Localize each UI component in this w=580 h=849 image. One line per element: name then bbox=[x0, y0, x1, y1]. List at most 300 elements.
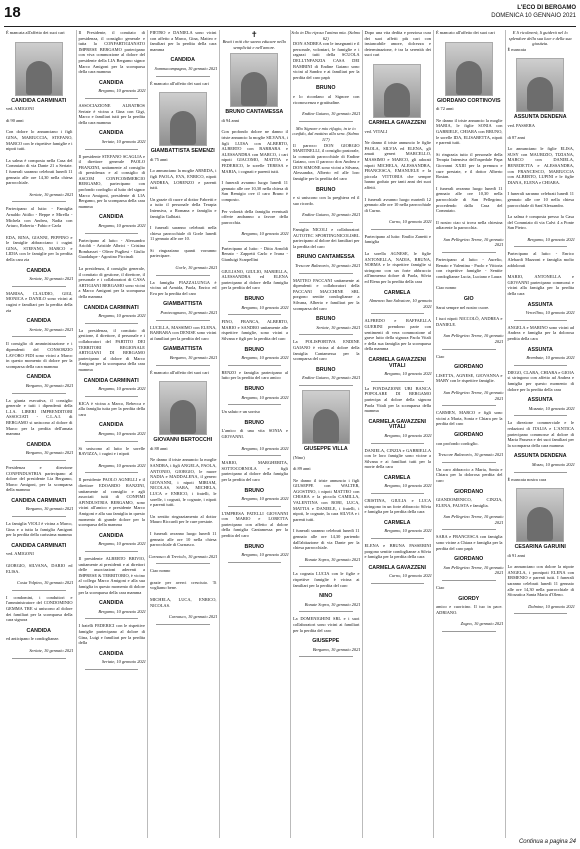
notice-divider bbox=[156, 624, 210, 625]
notice-divider bbox=[228, 506, 282, 507]
deceased-name: GIAMBATTISTA SEMENZI bbox=[150, 148, 215, 155]
notice-divider bbox=[85, 472, 139, 473]
notice-text: PIETRO e DANIELA sono vicini con affetto a Marco, Gina, Matteo e familiari per la perdita della cara mamma bbox=[150, 30, 217, 52]
notice-text: amico e cuoricino. Il tuo in pace. ADRIANO. bbox=[436, 604, 503, 615]
deceased-name: CARMELA GAVAZZENI bbox=[368, 119, 427, 126]
notice-text: La DOMENIGHINI SRL e i suoi collaboratori sono vicini ai familiari per la perdita del caro bbox=[293, 616, 360, 633]
place-date: Brembate, 10 gennaio 2021 bbox=[526, 355, 575, 361]
notice-text: Il presidente STEFANO SCAGLIA e il direttore generale PAOLO FRANZINI, unitamente al consiglio di presidenza e al consiglio di ASCOM CONFCOMMERCIO BERGAMO, partecipano con profondo cordoglio al lutto del signor Marco Amigoni, presidente di LIA Bergamo, per la scomparsa della cara mamma bbox=[78, 153, 145, 209]
place-date: Bergamo, 10 gennaio 2021 bbox=[384, 371, 432, 377]
continued-note: Continua a pagina 24 bbox=[518, 839, 576, 845]
place-date: Curnasco di Treviolo, 10 gennaio 2021 bbox=[148, 553, 218, 559]
place-date: Bergamo, 10 gennaio 2021 bbox=[312, 646, 361, 652]
notice-divider bbox=[514, 472, 568, 473]
deceased-name: BRUNO bbox=[244, 543, 264, 550]
notice-divider bbox=[442, 580, 496, 581]
notice-text: di 72 anni bbox=[436, 106, 454, 112]
notice-divider bbox=[12, 286, 66, 287]
notice-text: I funerali saranno celebrati nella chiesa parrocchiale di Gorle lunedì 11 gennaio alle ore 10. bbox=[150, 225, 217, 242]
place-date: Bonate Sopra, 10 gennaio 2021 bbox=[304, 556, 361, 562]
place-date: San Pellegrino Terme, 10 gennaio 2021 bbox=[443, 389, 504, 401]
notice-text: DON ANDREA con le insegnanti e il personale, volontari, le famiglie e i ragazzi tutti della SCUOLA DELL'INFANZIA CASA DEI BAMBINI di Endine Gaiano sono vicini al Sandro e ai familiari per la perdita del caro papà bbox=[293, 41, 360, 80]
notice-divider bbox=[371, 493, 425, 494]
deceased-name: BRUNO CANTAMESSA bbox=[225, 109, 284, 116]
notice-divider bbox=[156, 320, 210, 321]
place-date: Bergamo, 10 gennaio 2021 bbox=[98, 541, 146, 547]
notice-text: e si uniscono con la preghiera ed il suo ricordo. bbox=[293, 195, 360, 206]
notice-divider bbox=[442, 631, 496, 632]
deceased-name: GIAMBATTISTA bbox=[163, 301, 203, 308]
notice-text: Ciao bbox=[436, 585, 445, 591]
epigraph-quote: Mio Signore e mio rifugio, in te io confido, dal mattino alla sera. (Salmo 117) bbox=[292, 125, 360, 142]
notice-divider bbox=[156, 76, 210, 77]
notice-text: La cognata LUCIA con le figlie e rispettive famiglie è vicina ai familiari per la perdita del caro bbox=[293, 571, 360, 588]
notice-text: MATTEO PACCANI unitamente ai dipendenti e collaboratori della PACCANI MACCHINE SRL porgono sentite condoglianze a Silvana, Alberto e familiari per la scomparsa del caro bbox=[293, 277, 360, 311]
notice-text: Ciao nonno bbox=[436, 285, 457, 291]
place-date: Costa Volpino, 10 gennaio 2021 bbox=[17, 580, 74, 586]
notice-text: con profondo cordoglio. bbox=[436, 440, 479, 446]
deceased-name: GIORDANO bbox=[454, 431, 484, 438]
notice-text: grazie per averci cresciuto. Ti vogliamo bene. bbox=[150, 579, 217, 591]
notice-divider bbox=[12, 336, 66, 337]
deceased-name: CANDIDA bbox=[170, 57, 195, 64]
notice-text: KICA è vicina a Marco, Rebecca e alla famiglia tutta per la perdita della cara bbox=[78, 400, 145, 417]
deceased-name: CANDIDA bbox=[26, 374, 51, 381]
deceased-name: GIOVANNI BERTOCCHI bbox=[153, 437, 213, 444]
notice-divider bbox=[299, 656, 353, 657]
place-date: Curno, 10 gennaio 2021 bbox=[389, 573, 432, 579]
deceased-name: CANDIDA bbox=[26, 318, 51, 325]
notice-text: SARA e FRANCESCA con famiglia sono vicine a Chiara e famiglia per la perdita del caro papà bbox=[436, 534, 503, 551]
portrait-photo bbox=[230, 53, 278, 107]
notice-text: Si ringraziano quanti vorranno partecipare. bbox=[150, 247, 217, 259]
notice-text: Con profondo dolore ne danno il triste annuncio la moglie SILVANA, i figli LUISA con ALBERTO, ALBERTO con BARBARA e ALESSANDRA con MARCO, i cari nipoti GIACOMO, MATTIA e FEDERICO, le sorelle TERESA e MARIA, i cognati e parenti tutti. bbox=[221, 129, 288, 174]
place-date: Bergamo, 10 gennaio 2021 bbox=[241, 355, 289, 361]
place-date: Bergamo, 10 gennaio 2021 bbox=[98, 313, 146, 319]
notice-divider bbox=[228, 365, 282, 366]
notice-text: MICHELA, LUCA, ENRICO, NICOLAS. bbox=[150, 597, 217, 608]
notice-text: La famiglia PIAZZALUNGA è vicina ad Armida, Paola, Enrico ed Eva per la perdita del caro bbox=[150, 279, 217, 296]
obituary-column bbox=[433, 30, 504, 838]
place-date: Seriate, 10 gennaio 2021 bbox=[316, 324, 361, 330]
notice-text: La salma è composta presso la Casa del Commiato di via Calvi 4 a Ponte San Pietro. bbox=[507, 214, 574, 231]
notice-text: Con dolore lo annunciano i figli GINA, MARIUCCIA, STEFANO, MARCO con le rispettive famiglie e i nipoti tutti. bbox=[6, 129, 73, 152]
place-date: Seriate, 10 gennaio 2021 bbox=[29, 326, 74, 332]
notice-text: I funerali avranno luogo lunedì 11 gennaio alle ore 10,30 nella chiesa di San Remigio ove il caro Bruno è composto. bbox=[221, 180, 288, 202]
notice-text: La famiglia VIOLI è vicina a Marco, Gina e a tutta la famiglia Amigoni per la perdita della carissima mamma bbox=[6, 521, 73, 538]
notice-divider bbox=[228, 314, 282, 315]
notice-text: La direzione commerciale e le redazioni di ITALIA e L'ANTICA partecipano commosse al dolore di Maria Passera e dei suoi familiari per la scomparsa della cara mamma bbox=[507, 420, 574, 448]
notice-divider bbox=[156, 365, 210, 366]
place-date: Pontecagnano, 10 gennaio 2021 bbox=[160, 310, 218, 316]
notice-text: La giunta esecutiva, il consiglio generale e tutti i dipendenti della L.I.A. LIBERI IMPRENDITORI ASSOCIATI - C.L.A.I. di BERGAMO si uniscono al dolore di Marco per la perdita dell'amata mamma bbox=[6, 397, 73, 437]
place-date: San Pellegrino Terme, 10 gennaio 2021 bbox=[443, 333, 504, 344]
place-date: Endine Gaiano, 10 gennaio 2021 bbox=[302, 375, 361, 381]
notice-divider bbox=[514, 365, 568, 366]
place-date: Seriate, 10 gennaio 2021 bbox=[29, 276, 74, 282]
place-date: Bergamo, 10 gennaio 2021 bbox=[241, 231, 289, 237]
obituary-column bbox=[76, 30, 147, 838]
place-date: Endine Gaiano, 10 gennaio 2021 bbox=[302, 212, 361, 218]
notice-text: Un sentito ringraziamento al dottor Mauro Riccardi per le cure prestate. bbox=[150, 513, 217, 525]
epigraph-quote: Solo in Dio riposa l'anima mia. (Salmo 62) bbox=[291, 30, 361, 41]
notice-divider bbox=[514, 320, 568, 321]
portrait-silhouette bbox=[170, 400, 196, 434]
notice-text: Ne danno il triste annuncio la moglie SANDRA, i figli ANGELA, PAOLA, ANTONIO, GIORGIO, le nuore NADIA e MADDALENA, il genero GIOVANNI, i nipoti MIRIAM, NICOLAS, SARA, MICHELA, LUCA e ENRICO, i fratelli, le sorelle, i cognati, le cognate, i nipoti e parenti tutti. bbox=[150, 457, 217, 508]
notice-text: Partecipano al lutto: - Famiglia Arnaldo Attilio - Beppe e Mirella - Michela con Andrea, Nadia con Arturo, Roberta - Fabio e Carla bbox=[6, 206, 73, 229]
notice-text: LISETTA, AGNESE, GIOVANNA e MARY con le rispettive famiglie. bbox=[436, 372, 503, 384]
notice-text: (Nino) bbox=[293, 454, 305, 460]
notice-text: Dopo una vita dedita e preziosa cura dei suoi affetti più cari con instancabile amore, dolcezza e determinazione, è tra la serenità dei suoi cari bbox=[364, 30, 431, 58]
notice-divider bbox=[299, 121, 353, 122]
deceased-name: CANDIDA CARMINATI bbox=[11, 497, 67, 504]
place-date: Bergamo, 10 gennaio 2021 bbox=[25, 382, 74, 388]
notice-text: GIULIANO, GIULIO, MARIELLA, ALESSANDRA ed ELENA partecipano al dolore della famiglia per la perdita del caro bbox=[221, 268, 288, 291]
notice-text: L'IMPRESA FATELLI GIOVANNI con MARIO e LORETTA partecipano con affetto al dolore della famiglia Cantamessa per la perdita del caro bbox=[221, 510, 288, 539]
notice-text: La sorella AGNESE, le figlie ANTONELLA, NADIA, BRUNA, NORMA e le rispettive famiglie si stringono con un forte abbraccio all'immenso dolore di Paola, Silvia ed Elena per la perdita della cara bbox=[364, 251, 431, 285]
issue-date: DOMENICA 10 GENNAIO 2021 bbox=[491, 13, 576, 19]
obituary-column bbox=[147, 30, 218, 838]
deceased-name: CANDIDA CARMINATI bbox=[83, 304, 139, 311]
place-date: Curnasco, 10 gennaio 2021 bbox=[168, 614, 218, 620]
portrait-photo bbox=[516, 488, 564, 542]
epigraph-quote: Beati i miti che sanno educare nella semplicità e nell'amore. bbox=[222, 39, 286, 50]
notice-divider bbox=[228, 455, 282, 456]
notice-divider bbox=[85, 618, 139, 619]
notice-text: Ne danno il triste annuncio la moglie MARIA, le figlie SONIA con GABRIELE, CHIARA con BRUNO, le sorelle IDA, ELISABETTA, nipoti e parenti tutti. bbox=[436, 117, 503, 146]
notice-divider bbox=[156, 275, 210, 276]
notice-divider bbox=[442, 462, 496, 463]
portrait-silhouette bbox=[456, 61, 482, 95]
deceased-name: BRUNO bbox=[244, 385, 264, 392]
place-date: Bergamo, 10 gennaio 2021 bbox=[241, 552, 289, 558]
deceased-name: ASSUNTA bbox=[527, 301, 553, 308]
place-date: Bergamo, 10 gennaio 2021 bbox=[241, 496, 289, 502]
deceased-name: GIAMBATTISTA bbox=[163, 346, 203, 353]
notice-divider bbox=[299, 566, 353, 567]
notice-text: Sarai sempre nel nostro cuore. bbox=[436, 304, 490, 310]
portrait-silhouette bbox=[527, 507, 553, 541]
notice-text: Il parroco DON GIORGIO MARTINELLI, il consiglio pastorale, la comunità parrocchiale di Endine Gaiano, con il parroco don Andrea e DON SIMONE sono vicini a Silvana, Alessandra, Alberto ed alle loro famiglie per la perdita del caro bbox=[293, 142, 360, 182]
notice-divider bbox=[299, 385, 353, 386]
notice-text: Ciao bbox=[436, 353, 445, 359]
notice-divider bbox=[85, 551, 139, 552]
notice-text: ved. VITALI bbox=[364, 128, 388, 134]
place-date: Trescore Balneario, 10 gennaio 2021 bbox=[438, 452, 504, 458]
portrait-photo bbox=[15, 42, 63, 96]
notice-text: La presidenza, il consiglio generale, il comitato di gestione, il direttore, il personale e i collaboratori di CASA ARTIGIANI BERGAMO sono vicini a Marco Amigoni per la scomparsa della mamma bbox=[78, 266, 145, 299]
notice-text: L'amico di una vita SONIA e GIOVANNI. bbox=[221, 428, 288, 439]
portrait-silhouette bbox=[527, 77, 553, 111]
notice-text: Partecipano al lutto: - Alessandro Arioldi - Aristide Albrici - Cristina Bombassei - Oliver Pugliesi - Giulio Guadalupe - Agostino Piccinali bbox=[78, 237, 145, 260]
deceased-name: CARMELA bbox=[384, 474, 411, 481]
newspaper-name: L'ECO DI BERGAMO bbox=[517, 5, 576, 11]
deceased-name: GIUSEPPE VILLA bbox=[303, 445, 348, 452]
obituary-column bbox=[4, 30, 74, 838]
epigraph-quote: E li ricolmerà, li guiderà nel lo splendore della sua luce e della sua giustizia. bbox=[508, 30, 572, 47]
notice-divider bbox=[12, 460, 66, 461]
notice-text: La salma è composta nella Casa del Commiato di via Dante 21 a Seriate. I funerali saranno celebrati lunedì 11 gennaio alle ore 14,30 nella chiesa parrocchiale. bbox=[6, 157, 73, 186]
notice-divider bbox=[514, 415, 568, 416]
deceased-name: BRUNO bbox=[244, 296, 264, 303]
notice-divider bbox=[442, 405, 496, 406]
place-date: Bergamo, 10 gennaio 2021 bbox=[169, 355, 218, 360]
deceased-name: GIORDANO bbox=[454, 364, 484, 371]
place-date: Seriate, 10 gennaio 2021 bbox=[101, 138, 146, 144]
deceased-name: GIORDANO bbox=[454, 488, 484, 495]
notice-divider bbox=[514, 613, 568, 614]
notice-text: Il consiglio di amministrazione e i dipendenti del CONSORZIO LAVORO FIDI sono vicini a Marco in questo momento di dolore per la scomparsa della cara mamma bbox=[6, 341, 73, 369]
portrait-silhouette bbox=[384, 83, 410, 117]
notice-divider bbox=[299, 273, 353, 274]
deceased-name: NINO bbox=[319, 593, 333, 600]
notice-text: LUCILLA, MASSIMO con ELENA, BARBARA con DENISE sono vicini ai familiari per la perdita del caro bbox=[150, 324, 217, 341]
deceased-name: CESARINA GARUINI bbox=[514, 544, 566, 551]
notice-text: I tuoi nipoti NICCOLÒ, ANDREA e DANIELE. bbox=[436, 316, 503, 327]
notice-divider bbox=[299, 611, 353, 612]
obituary-columns bbox=[4, 30, 576, 838]
portrait-photo bbox=[445, 42, 493, 96]
notice-text: I funerali avranno luogo lunedì 11 gennaio alle ore 10 nella chiesa parrocchiale di Curnasco. bbox=[150, 530, 217, 548]
place-date: Bergamo, 10 gennaio 2021 bbox=[527, 236, 575, 242]
place-date: Sommacampagna, 10 gennaio 2021 bbox=[154, 65, 218, 71]
portrait-silhouette bbox=[241, 72, 267, 106]
notice-divider bbox=[12, 393, 66, 394]
notice-text: MARIO, ANTONELLA e GIOVANNI partecipano commossi e vicini alla famiglia per la perdita della cara bbox=[507, 274, 574, 297]
place-date: Gorle, 10 gennaio 2021 bbox=[175, 265, 218, 271]
notice-text: Ne danno il triste annuncio i figli GIUSEPPE con WALTER, AGOSTINO, i nipoti MATTEO con CHIARA e la piccola CAMILLA, VALENTINA con ROBI, LUCA, MATTIA e DANIELE, i fratelli, i nipoti, le cognate, la cara SILVIA e i parenti tutti. bbox=[293, 477, 360, 522]
notice-divider bbox=[85, 396, 139, 397]
notice-text: La FONDAZIONE UBI BANCA POPOLARE DI BERGAMO partecipa al dolore della signora Paola Vitali per la scomparsa della mamma bbox=[364, 385, 431, 414]
notice-text: Lo annunciano le figlie ELISA, SUSY con MAURIZIO, TIZIANA, MARCO con DANIELA, BENEDETTA e ALESSANDRA, con FRANCESCO, MARIUCCIA con ALBERTO, LUPINI e le figlie DIANA, ELENA e CHIARA. bbox=[507, 146, 574, 185]
notice-divider bbox=[12, 201, 66, 202]
notice-text: La presidenza, il comitato di gestione, il direttore, il personale e i collaboratori del PARTITO DEI TERRITORI REGIONALE ARTIGIANI DI BERGAMO partecipano al dolore di Marco Amigoni per la scomparsa della cara mamma bbox=[78, 327, 145, 372]
notice-divider bbox=[228, 404, 282, 405]
notice-text: I fratelli FEDERICI con le rispettive famiglie partecipano al dolore di Gina, Luigi e familiari per la perdita della bbox=[78, 623, 145, 646]
notice-text: di 75 anni bbox=[150, 156, 168, 162]
portrait-silhouette bbox=[26, 61, 52, 95]
notice-text: MARIO, MARGHERITA, SOTTOCORNOLA e figli partecipano al dolore della famiglia per la perdita del caro bbox=[221, 460, 288, 482]
notice-divider bbox=[12, 516, 66, 517]
notice-text: Il Presidente, il comitato di presidenza, il consiglio generale e tutta la CONFARTIGIANATO IMPRESE BERGAMO partecipano con viva commozione al dolore del presidente della LIA Bergamo signor Marco Amigoni per la scomparsa della cara mamma bbox=[78, 30, 145, 75]
deceased-name: BRUNO bbox=[316, 186, 336, 193]
deceased-name: CANDIDA bbox=[99, 130, 124, 137]
place-date: Mozzate, 10 gennaio 2021 bbox=[528, 405, 575, 411]
obituary-column bbox=[505, 30, 576, 838]
deceased-name: BRUNO bbox=[316, 366, 336, 373]
deceased-name: CANDIDA bbox=[99, 650, 124, 657]
notice-divider bbox=[228, 562, 282, 563]
notice-text: Partecipano al lutto: - Aurelio, Renato e Valentina - Paolo e Vittoria con rispettive famiglie - Sentite condoglianze Lucia, Luciano e Laura bbox=[436, 257, 503, 279]
notice-text: GIANDOMENICO, CINZIA, ELENA, FAUSTA e famiglia. bbox=[436, 497, 503, 508]
place-date: Seriate, 10 gennaio 2021 bbox=[101, 659, 146, 665]
place-date: Bergamo, 10 gennaio 2021 bbox=[98, 462, 146, 468]
place-date: Mozzo, 10 gennaio 2021 bbox=[531, 461, 575, 467]
portrait-photo bbox=[302, 390, 350, 444]
place-date: Bergamo, 10 gennaio 2021 bbox=[98, 223, 146, 229]
notice-text: RENZO e famiglia partecipano al lutto per la perdita del caro amico bbox=[221, 369, 288, 381]
deceased-name: CARMELA bbox=[384, 519, 411, 526]
notice-text: I funerali avranno luogo martedì 12 gennaio alle ore 10 nella parrocchiale di Curno. bbox=[364, 196, 431, 213]
deceased-name: GIORDY bbox=[458, 595, 480, 602]
notice-text: ved. AMIGONI bbox=[6, 106, 34, 112]
notice-text: CARMEN, MARCO e figli sono vicini a Maria, Sonia e Chiara per la perdita del caro bbox=[436, 410, 503, 427]
place-date: Dalmine, 10 gennaio 2021 bbox=[528, 603, 575, 609]
portrait-photo bbox=[516, 58, 564, 112]
notice-divider bbox=[371, 443, 425, 444]
page-number: 18 bbox=[4, 4, 21, 21]
notice-text: DIEGO, CLARA, CHIARA e GIOIA si stringono con affetto ad Andrea e famiglia per questo momento di dolore per la perdita della cara bbox=[507, 369, 574, 392]
notice-text: di 88 anni bbox=[150, 445, 168, 451]
notice-text: È mancato all'affetto dei suoi cari bbox=[436, 30, 495, 35]
notice-text: Partecipano al lutto: - Ditta Arnoldi Renato - Zappetti Carlo e Ivana - Gianluigi Scarpellini bbox=[221, 245, 288, 263]
deceased-name: ASSUNTA DENDENA bbox=[513, 453, 567, 460]
notice-divider bbox=[442, 529, 496, 530]
deceased-name: CANDIDA bbox=[99, 214, 124, 221]
notice-text: È mancata nostra cara bbox=[507, 476, 547, 482]
notice-text: Lo annunciano con dolore la nipote ANGELA, i pronipoti ELENA con ERMENIO e parenti tutti. I funerali saranno celebrati lunedì 11 gennaio alle ore 14,30 nella parrocchiale di Sforzatica Santa Maria d'Oleno. bbox=[507, 564, 574, 598]
notice-text: MARISA, CLAUDIO, GIGI, MONICA e DANILO sono vicini ai cugini e familiari per la perdita della zia bbox=[6, 290, 73, 313]
deceased-name: GIO bbox=[463, 296, 474, 303]
notice-divider bbox=[228, 241, 282, 242]
place-date: Seriate, 10 gennaio 2021 bbox=[29, 191, 74, 197]
cross-icon: ✝ bbox=[250, 30, 258, 39]
notice-text: ved. PASSERA bbox=[507, 122, 535, 128]
deceased-name: GIORDANO bbox=[454, 556, 484, 563]
notice-text: Un caro abbraccio a Maria, Sonia e Chiara per la dolorosa perdita del caro bbox=[436, 466, 503, 483]
notice-text: I condomini, i conduttori e l'amministratore del CONDOMINIO GEMMA TRE si uniscono al dolore dei familiari per la scomparsa della cara signora bbox=[6, 594, 73, 623]
deceased-name: ASSUNTA bbox=[527, 397, 553, 404]
deceased-name: GIUSEPPE bbox=[312, 638, 340, 645]
notice-text: CRISTINA, GIULIA e LUCA stringono in un forte abbraccio Silvia e famiglia per la perdita della cara bbox=[364, 498, 431, 515]
deceased-name: CANDIDA bbox=[99, 532, 124, 539]
place-date: Bonate Sopra, 10 gennaio 2021 bbox=[304, 601, 361, 607]
deceased-name: CANDIDA bbox=[26, 627, 51, 634]
deceased-name: BRUNO CANTAMESSA bbox=[296, 254, 355, 261]
place-date: Bergamo, 10 gennaio 2021 bbox=[241, 445, 289, 451]
notice-divider bbox=[442, 252, 496, 253]
notice-text: di 89 anni bbox=[293, 466, 311, 472]
deceased-name: BRUNO bbox=[244, 487, 264, 494]
notice-divider bbox=[156, 563, 210, 564]
place-date: Seriate, 10 gennaio 2021 bbox=[29, 647, 74, 653]
notice-text: I funerali avranno luogo lunedì 11 gennaio alle ore 10,30 nella parrocchiale di San Pellegrino, procedendo dalla Casa del Commiato. bbox=[436, 185, 503, 214]
deceased-name: CANDIDA bbox=[99, 600, 124, 607]
place-date: Bergamo, 10 gennaio 2021 bbox=[241, 304, 289, 310]
place-date: San Pellegrino Terme, 10 gennaio 2021 bbox=[443, 236, 504, 248]
notice-text: di 91 anni bbox=[507, 552, 526, 558]
notice-text: ALFREDO e RAFFAELLA GUERINI prendono parte con sentimenti di vera commozione al grave lutto della signora Paola Vitali e della sua famiglia per la scomparsa della mamma bbox=[364, 318, 431, 352]
deceased-name: CANDIDA CARMINATI bbox=[11, 542, 67, 549]
deceased-name: CANDIDA bbox=[26, 267, 51, 274]
place-date: Bergamo, 10 gennaio 2021 bbox=[384, 528, 432, 534]
portrait-silhouette bbox=[170, 111, 196, 145]
place-date: Bergamo, 10 gennaio 2021 bbox=[25, 506, 74, 512]
place-date: Almenno San Salvatore, 10 gennaio 2021 bbox=[369, 298, 432, 309]
deceased-name: CANDIDA CARMINATI bbox=[11, 97, 67, 104]
notice-text: ed anticipano le condoglianze. bbox=[6, 636, 60, 642]
notice-text: La POLISPORTIVA ENDINE GAIANO è vicina al dolore della famiglia Cantamessa per la scomparsa del caro bbox=[293, 339, 360, 362]
place-date: Bergamo, 10 gennaio 2021 bbox=[98, 608, 146, 614]
notice-text: Per volontà della famiglia eventuali offerte andranno a favore della parrocchia. bbox=[221, 208, 288, 225]
deceased-name: CANDIDA bbox=[99, 79, 124, 86]
obituary-column bbox=[219, 30, 290, 838]
deceased-name: BRUNO bbox=[244, 419, 264, 426]
notice-text: Un grazie di cuore al dottor Fabretti e a tutto il personale della Terapia Intensiva, a Romana e famiglia e famiglia Galbiati. bbox=[150, 196, 217, 219]
notice-text: Un saluto e un sorriso bbox=[221, 409, 261, 415]
place-date: Bergamo, 10 gennaio 2021 bbox=[241, 394, 289, 400]
place-date: Bergamo, 10 gennaio 2021 bbox=[98, 431, 146, 437]
portrait-photo bbox=[373, 64, 421, 118]
place-date: Vercellino, 10 gennaio 2021 bbox=[525, 310, 575, 316]
notice-text: FINO, FRANCA, ALBERTO, MARIO e SANDRO unitamente alle rispettive famiglie, sono vicini a Silvana e figli per la perdita del caro bbox=[221, 319, 288, 341]
notice-text: ASSOCIAZIONE ALBATROS Seriate è vicina a Gina con Gigi, Marco e familiari tutti per la perdita della cara mamma bbox=[78, 102, 145, 125]
notice-text: Partecipano al lutto: Emilio Zanetti e famiglia bbox=[364, 233, 431, 245]
notice-text: Il nostro ciao si trova nella chiesina adiacente la parrocchia. bbox=[436, 219, 503, 231]
notice-text: GIORGIO, SILVANA, DARIO ed ELISA. bbox=[6, 563, 73, 574]
notice-divider bbox=[299, 222, 353, 223]
notice-text: È mancato all'affetto dei suoi cari bbox=[150, 369, 209, 375]
notice-text: È mancata all'affetto dei suoi cari bbox=[6, 30, 65, 35]
notice-text: Lo annunciano la moglie ARMIDA, i figli PAOLA, EVA, ENRICO, nipoti ANDREA, LORENZO e parenti tutti. bbox=[150, 168, 217, 191]
place-date: Zogno, 10 gennaio 2021 bbox=[460, 621, 504, 627]
notice-text: I funerali saranno celebrati lunedì 11 gennaio alle ore 10 nella chiesa parrocchiale di Sant'Alessandro. bbox=[507, 191, 574, 208]
notice-text: di 94 anni bbox=[221, 117, 240, 123]
deceased-name: BRUNO bbox=[316, 85, 336, 92]
notice-text: Ciao nonno bbox=[150, 568, 171, 574]
notice-text: DANIELA, CINZIA e GABRIELLA con le loro famiglie sono vicine a Silvana e ai familiari tutti per la morte della cara bbox=[364, 447, 431, 470]
notice-text: di 87 anni bbox=[507, 134, 526, 140]
notice-divider bbox=[371, 313, 425, 314]
deceased-name: CANDIDA bbox=[99, 422, 124, 429]
notice-text: di 90 anni bbox=[6, 117, 24, 123]
notice-text: EDA, RINA, GIANNI, PEPPINO e le famiglie abbracciano i cugini GINA, STEFANO, MARCO e LIDIA con le famiglie per la perdita della cara zia bbox=[6, 234, 73, 263]
notice-text: Il presidente ALBERTO BRIVIO, unitamente ai presidenti e ai direttori delle associazioni aderenti a IMPRESE & TERRITORIO, è vicino al collega Marco Amigoni e alla sua famiglia in questo momento di dolore per la scomparsa della cara mamma bbox=[78, 555, 145, 595]
place-date: Bergamo, 10 gennaio 2021 bbox=[98, 88, 146, 94]
notice-divider bbox=[85, 233, 139, 234]
notice-text: È mancato all'affetto dei suoi cari bbox=[150, 80, 209, 86]
notice-text: È mancata bbox=[507, 46, 526, 52]
deceased-name: CARMELA GAVAZZENI VITALI bbox=[368, 356, 427, 369]
deceased-name: ASSUNTA bbox=[527, 346, 553, 353]
deceased-name: BRUNO bbox=[244, 346, 264, 353]
notice-divider bbox=[85, 149, 139, 150]
deceased-name: GIORDANO CORTINOVIS bbox=[436, 97, 501, 104]
portrait-silhouette bbox=[313, 409, 339, 443]
notice-divider bbox=[85, 669, 139, 670]
notice-text: ANGELA e MARINO sono vicini ad Andrea e famiglia per la dolorosa perdita della cara bbox=[507, 324, 574, 341]
deceased-name: BRUNO bbox=[316, 316, 336, 323]
notice-text: I funerali saranno celebrati lunedì 11 gennaio alle ore 14,30 partendo dall'abitazione di via Dante per la chiesa parrocchiale. bbox=[293, 528, 360, 551]
notice-divider bbox=[442, 349, 496, 350]
notice-divider bbox=[371, 381, 425, 382]
place-date: Bergamo, 10 gennaio 2021 bbox=[98, 386, 146, 392]
notice-divider bbox=[12, 658, 66, 659]
notice-text: e lo ricordano al Signore con riconoscenza e gratitudine. bbox=[293, 93, 360, 105]
portrait-photo bbox=[159, 92, 207, 146]
place-date: Endine Gaiano, 10 gennaio 2021 bbox=[302, 111, 361, 117]
place-date: Bergamo, 10 gennaio 2021 bbox=[384, 432, 432, 438]
notice-text: ved. AMIGONI bbox=[6, 551, 34, 557]
notice-divider bbox=[85, 323, 139, 324]
notice-text: Partecipano al lutto: - Enrico Alebardi Mazzoni e famiglia molto addolorati bbox=[507, 251, 574, 268]
notice-text: Il presidente PAOLO AGNELLI e il direttore EDOARDO RANZINI, unitamente al consiglio e agli associati tutti di CONFIMI APINDUSTRIA BERGAMO, sono vicini all'amico e presidente Marco Amigoni e alla sua famiglia in questo momento di grande dolore per la scomparsa della mamma bbox=[78, 477, 145, 528]
deceased-name: CARMELA bbox=[384, 289, 411, 296]
notice-divider bbox=[514, 246, 568, 247]
deceased-name: CARMELA GAVAZZENI bbox=[368, 564, 427, 571]
place-date: Trescore Balneario, 10 gennaio 2021 bbox=[295, 263, 361, 268]
notice-divider bbox=[371, 538, 425, 539]
